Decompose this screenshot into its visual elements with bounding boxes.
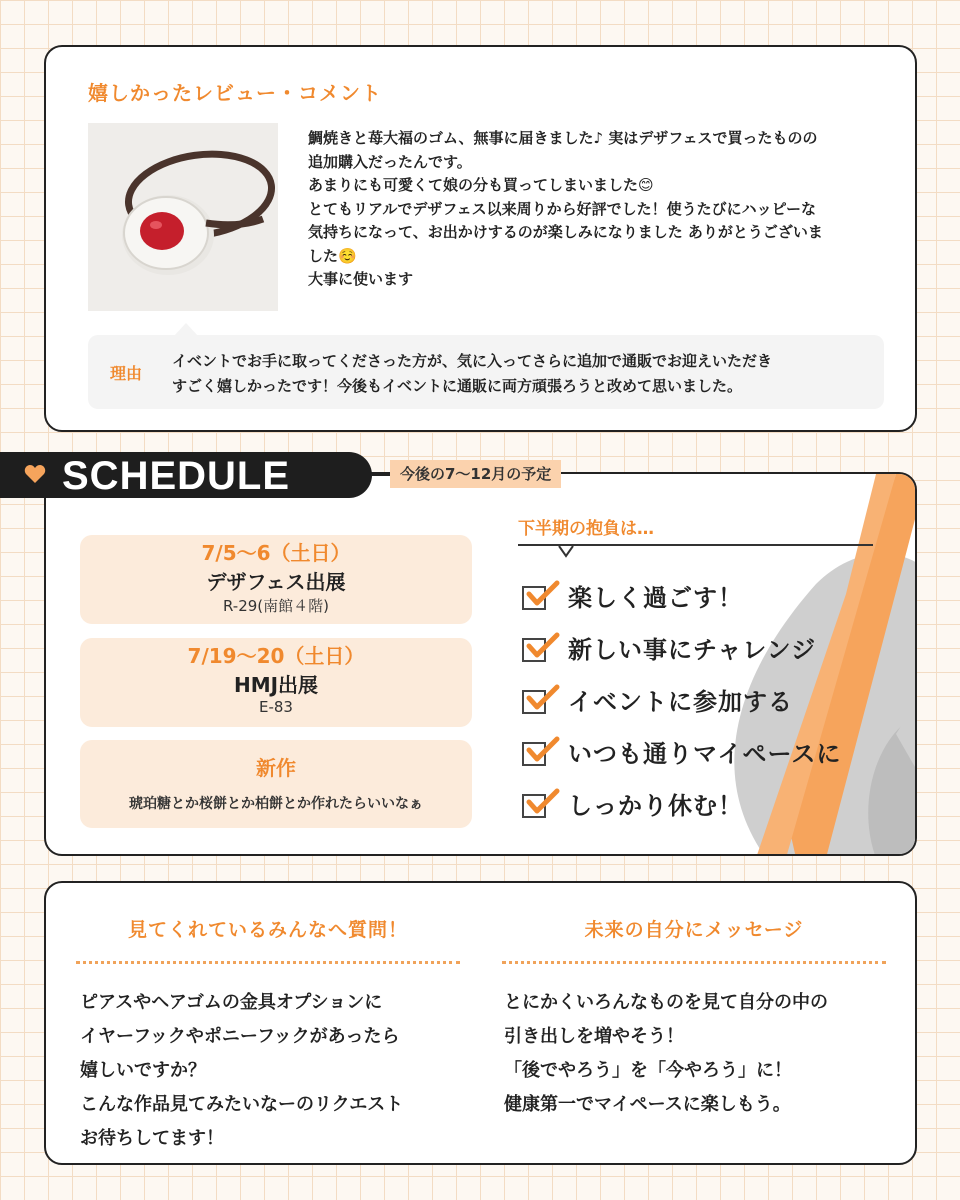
dotted-divider <box>76 961 460 964</box>
schedule-banner <box>0 452 372 498</box>
goals-heading: 下半期の抱負は… <box>518 519 654 539</box>
goal-label: 新しい事にチャレンジ <box>568 636 817 664</box>
event-location: 琥珀糖とか桜餅とか柏餅とか作れたらいいなぁ <box>129 796 423 812</box>
message-text <box>504 986 828 1122</box>
question-text <box>80 986 403 1156</box>
question-line: ピアスやヘアゴムの金具オプションに <box>80 992 383 1013</box>
message-title: 未来の自分にメッセージ <box>584 919 804 941</box>
schedule-card <box>44 472 917 856</box>
event-location: R-29(南館４階) <box>222 597 330 615</box>
check-icon <box>524 684 560 714</box>
comment-line: 鯛焼きと苺大福のゴム、無事に届きました♪ 実はデザフェスで買ったものの <box>308 129 818 147</box>
question-line: こんな作品見てみたいなーのリクエスト <box>80 1094 404 1115</box>
reason-line: すごく嬉しかったです！今後もイベントに通販に両方頑張ろうと改めて思いました。 <box>172 377 743 395</box>
message-line: 健康第一でマイペースに楽しもう。 <box>504 1094 791 1115</box>
comment-line: した☺️ <box>308 246 357 265</box>
message-line: 引き出しを増やそう！ <box>504 1026 684 1047</box>
comment-line: あまりにも可愛くて娘の分も買ってしまいました😊 <box>308 176 654 194</box>
divider <box>372 474 392 476</box>
event-location: E-83 <box>259 698 293 716</box>
question-line: 嬉しいですか？ <box>80 1060 206 1081</box>
comment-line: 大事に使います <box>308 270 414 288</box>
event-item <box>80 535 472 624</box>
review-card <box>44 45 917 432</box>
event-date: 7/5〜6（土日） <box>201 541 351 565</box>
dotted-divider <box>502 961 886 964</box>
goal-label: 楽しく過ごす！ <box>568 584 743 612</box>
question-title: 見てくれているみんなへ質問！ <box>127 919 408 941</box>
message-line: とにかくいろんなものを見て自分の中の <box>504 992 828 1013</box>
goal-label: しっかり休む！ <box>568 792 743 820</box>
comment-line: 気持ちになって、お出かけするのが楽しみになりました ありがとうございま <box>308 223 823 241</box>
message-line: 「後でやろう」を「今やろう」に！ <box>504 1060 792 1081</box>
reason-label: 理由 <box>110 364 143 383</box>
reason-text <box>172 349 772 399</box>
goal-label: いつも通りマイペースに <box>568 740 842 768</box>
review-title: 嬉しかったレビュー・コメント <box>88 81 382 105</box>
pointer-icon <box>558 546 574 558</box>
schedule-title: SCHEDULE <box>62 454 291 498</box>
check-icon <box>524 632 560 662</box>
review-comment <box>308 127 883 292</box>
check-icon <box>524 580 560 610</box>
goal-label: イベントに参加する <box>568 688 793 716</box>
hair-tie-photo <box>88 123 278 311</box>
event-date: 新作 <box>256 756 296 780</box>
question-line: お待ちしてます！ <box>80 1128 224 1149</box>
event-item <box>80 638 472 727</box>
reason-box <box>88 335 884 409</box>
speech-pointer <box>174 323 198 336</box>
event-date: 7/19〜20（土日） <box>187 644 365 668</box>
reason-line: イベントでお手に取ってくださった方が、気に入ってさらに追加で通販でお迎えいただき <box>172 352 773 370</box>
event-name: HMJ出展 <box>233 673 319 697</box>
check-icon <box>524 736 560 766</box>
message-card <box>44 881 917 1165</box>
heart-icon <box>24 464 46 484</box>
question-line: イヤーフックやポニーフックがあったら <box>80 1026 400 1047</box>
event-name: デザフェス出展 <box>206 570 346 594</box>
comment-line: とてもリアルでデザフェス以来周りから好評でした！使うたびにハッピーな <box>308 199 817 218</box>
comment-line: 追加購入だったんです。 <box>308 152 472 171</box>
event-item <box>80 740 472 828</box>
check-icon <box>524 788 560 818</box>
schedule-subtitle: 今後の7〜12月の予定 <box>390 460 561 488</box>
